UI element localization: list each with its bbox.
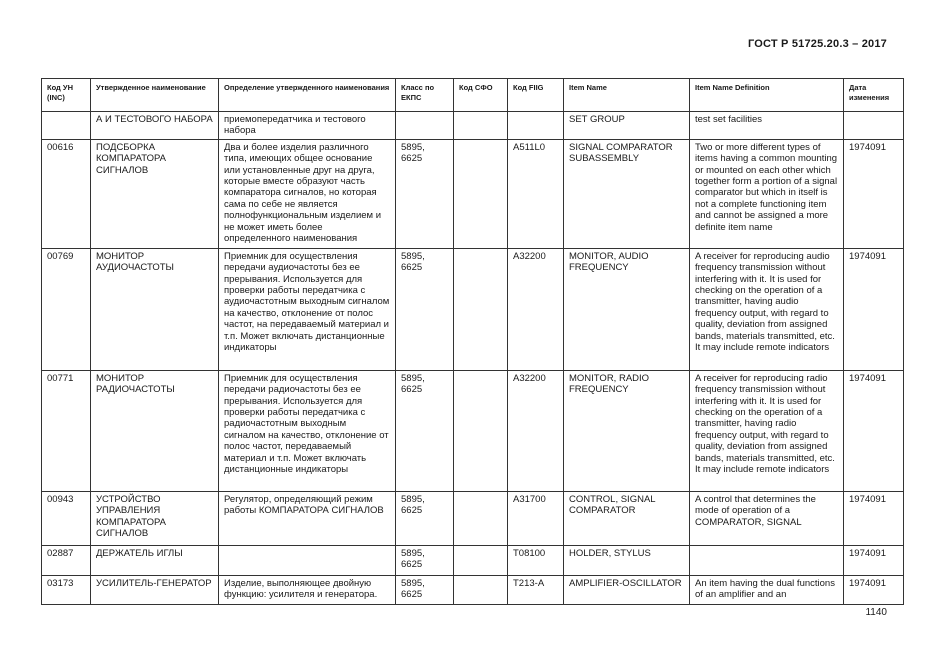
cell-date: 1974091 bbox=[844, 575, 904, 604]
cell-item-definition: Two or more different types of items having a common mounting or mounted on each other which together form a portion of a signal comparator but which in itself is not a complete functioning item and cannot be assigned a more definite item name bbox=[690, 139, 844, 248]
cell-date: 1974091 bbox=[844, 139, 904, 248]
cell-inc bbox=[42, 112, 91, 140]
cell-ekps: 5895, 6625 bbox=[396, 139, 454, 248]
table-row bbox=[42, 575, 904, 604]
column-header-item-name: Item Name bbox=[564, 79, 690, 112]
cell-date: 1974091 bbox=[844, 248, 904, 370]
cell-definition: Приемник для осуществления передачи радиочастоты без ее прерывания. Используется для проверки работы передатчика с радиочастотным выходным сигналом на качество, отклонение от полос частот, передаваемый материал и т.п. Может включать дистанционные индикаторы bbox=[219, 370, 396, 491]
column-header-date: Дата изменения bbox=[844, 79, 904, 112]
cell-name: ДЕРЖАТЕЛЬ ИГЛЫ bbox=[91, 545, 219, 575]
cell-definition: приемопередатчика и тестового набора bbox=[219, 112, 396, 140]
cell-ekps: 5895, 6625 bbox=[396, 575, 454, 604]
cell-sfo bbox=[454, 545, 508, 575]
page-number: 1140 bbox=[865, 607, 887, 618]
cell-item-name: CONTROL, SIGNAL COMPARATOR bbox=[564, 491, 690, 545]
cell-name: А И ТЕСТОВОГО НАБОРА bbox=[91, 112, 219, 140]
column-header-sfo: Код СФО bbox=[454, 79, 508, 112]
cell-definition: Регулятор, определяющий режим работы КОМПАРАТОРА СИГНАЛОВ bbox=[219, 491, 396, 545]
cell-inc: 00769 bbox=[42, 248, 91, 370]
cell-inc: 00771 bbox=[42, 370, 91, 491]
cell-date: 1974091 bbox=[844, 545, 904, 575]
cell-fiig: T213-A bbox=[508, 575, 564, 604]
document-header: ГОСТ Р 51725.20.3 – 2017 bbox=[747, 38, 887, 50]
table-row bbox=[42, 139, 904, 248]
cell-item-name: SIGNAL COMPARATOR SUBASSEMBLY bbox=[564, 139, 690, 248]
table-row bbox=[42, 370, 904, 491]
cell-sfo bbox=[454, 370, 508, 491]
cell-sfo bbox=[454, 248, 508, 370]
cell-inc: 00616 bbox=[42, 139, 91, 248]
cell-ekps: 5895, 6625 bbox=[396, 491, 454, 545]
column-header-item-definition: Item Name Definition bbox=[690, 79, 844, 112]
cell-item-definition: A receiver for reproducing radio frequency transmission without interfering with it. It is used for checking on the operation of a transmitter, having radio frequency output, with regard to quality, deviation from assigned bands, materials transmitted, etc. It may include remote indicators bbox=[690, 370, 844, 491]
column-header-ekps: Класс по ЕКПС bbox=[396, 79, 454, 112]
table-row bbox=[42, 491, 904, 545]
cell-name: УСТРОЙСТВО УПРАВЛЕНИЯ КОМПАРАТОРА СИГНАЛОВ bbox=[91, 491, 219, 545]
cell-fiig: A32200 bbox=[508, 370, 564, 491]
cell-definition: Два и более изделия различного типа, имеющих общее основание или установленные друг на друга, которые вместе образуют часть компаратора сигналов, но которая сама по себе не является полнофункциональным изделием и не может иметь более определенного наименования bbox=[219, 139, 396, 248]
cell-inc: 02887 bbox=[42, 545, 91, 575]
column-header-inc: Код УН (INC) bbox=[42, 79, 91, 112]
cell-name: ПОДСБОРКА КОМПАРАТОРА СИГНАЛОВ bbox=[91, 139, 219, 248]
cell-date: 1974091 bbox=[844, 491, 904, 545]
table-row bbox=[42, 545, 904, 575]
cell-item-name: SET GROUP bbox=[564, 112, 690, 140]
cell-ekps bbox=[396, 112, 454, 140]
cell-sfo bbox=[454, 575, 508, 604]
cell-definition: Приемник для осуществления передачи аудиочастоты без ее прерывания. Используется для проверки работы передатчика с аудиочастотным выходным сигналом на качество, отклонение от полос частот, на передаваемый материал и т.п. Может включать дистанционные индикаторы bbox=[219, 248, 396, 370]
cell-ekps: 5895, 6625 bbox=[396, 370, 454, 491]
cell-item-definition: An item having the dual functions of an amplifier and an bbox=[690, 575, 844, 604]
cell-item-definition: A receiver for reproducing audio frequency transmission without interfering with it. It is used for checking on the operation of a transmitter, having audio frequency output, with regard to quality, deviation from assigned bands, materials transmitted, etc. It may include remote indicators bbox=[690, 248, 844, 370]
cell-item-definition bbox=[690, 545, 844, 575]
cell-name: УСИЛИТЕЛЬ-ГЕНЕРАТОР bbox=[91, 575, 219, 604]
cell-date bbox=[844, 112, 904, 140]
cell-date: 1974091 bbox=[844, 370, 904, 491]
cell-item-name: HOLDER, STYLUS bbox=[564, 545, 690, 575]
table-header-row bbox=[42, 79, 904, 112]
catalog-table bbox=[41, 78, 904, 605]
cell-item-definition: A control that determines the mode of operation of a COMPARATOR, SIGNAL bbox=[690, 491, 844, 545]
cell-name: МОНИТОР АУДИОЧАСТОТЫ bbox=[91, 248, 219, 370]
column-header-fiig: Код FIIG bbox=[508, 79, 564, 112]
cell-ekps: 5895, 6625 bbox=[396, 248, 454, 370]
column-header-definition: Определение утвержденного наименования bbox=[219, 79, 396, 112]
table-row bbox=[42, 248, 904, 370]
cell-sfo bbox=[454, 112, 508, 140]
table-row bbox=[42, 112, 904, 140]
cell-sfo bbox=[454, 491, 508, 545]
column-header-name: Утвержденное наименование bbox=[91, 79, 219, 112]
cell-item-name: MONITOR, AUDIO FREQUENCY bbox=[564, 248, 690, 370]
cell-fiig bbox=[508, 112, 564, 140]
cell-fiig: A31700 bbox=[508, 491, 564, 545]
cell-fiig: T08100 bbox=[508, 545, 564, 575]
cell-definition: Изделие, выполняющее двойную функцию: усилителя и генератора. bbox=[219, 575, 396, 604]
cell-name: МОНИТОР РАДИОЧАСТОТЫ bbox=[91, 370, 219, 491]
cell-inc: 03173 bbox=[42, 575, 91, 604]
cell-item-name: MONITOR, RADIO FREQUENCY bbox=[564, 370, 690, 491]
cell-inc: 00943 bbox=[42, 491, 91, 545]
cell-sfo bbox=[454, 139, 508, 248]
cell-item-name: AMPLIFIER-OSCILLATOR bbox=[564, 575, 690, 604]
cell-definition bbox=[219, 545, 396, 575]
cell-item-definition: test set facilities bbox=[690, 112, 844, 140]
cell-ekps: 5895, 6625 bbox=[396, 545, 454, 575]
cell-fiig: A32200 bbox=[508, 248, 564, 370]
cell-fiig: A511L0 bbox=[508, 139, 564, 248]
